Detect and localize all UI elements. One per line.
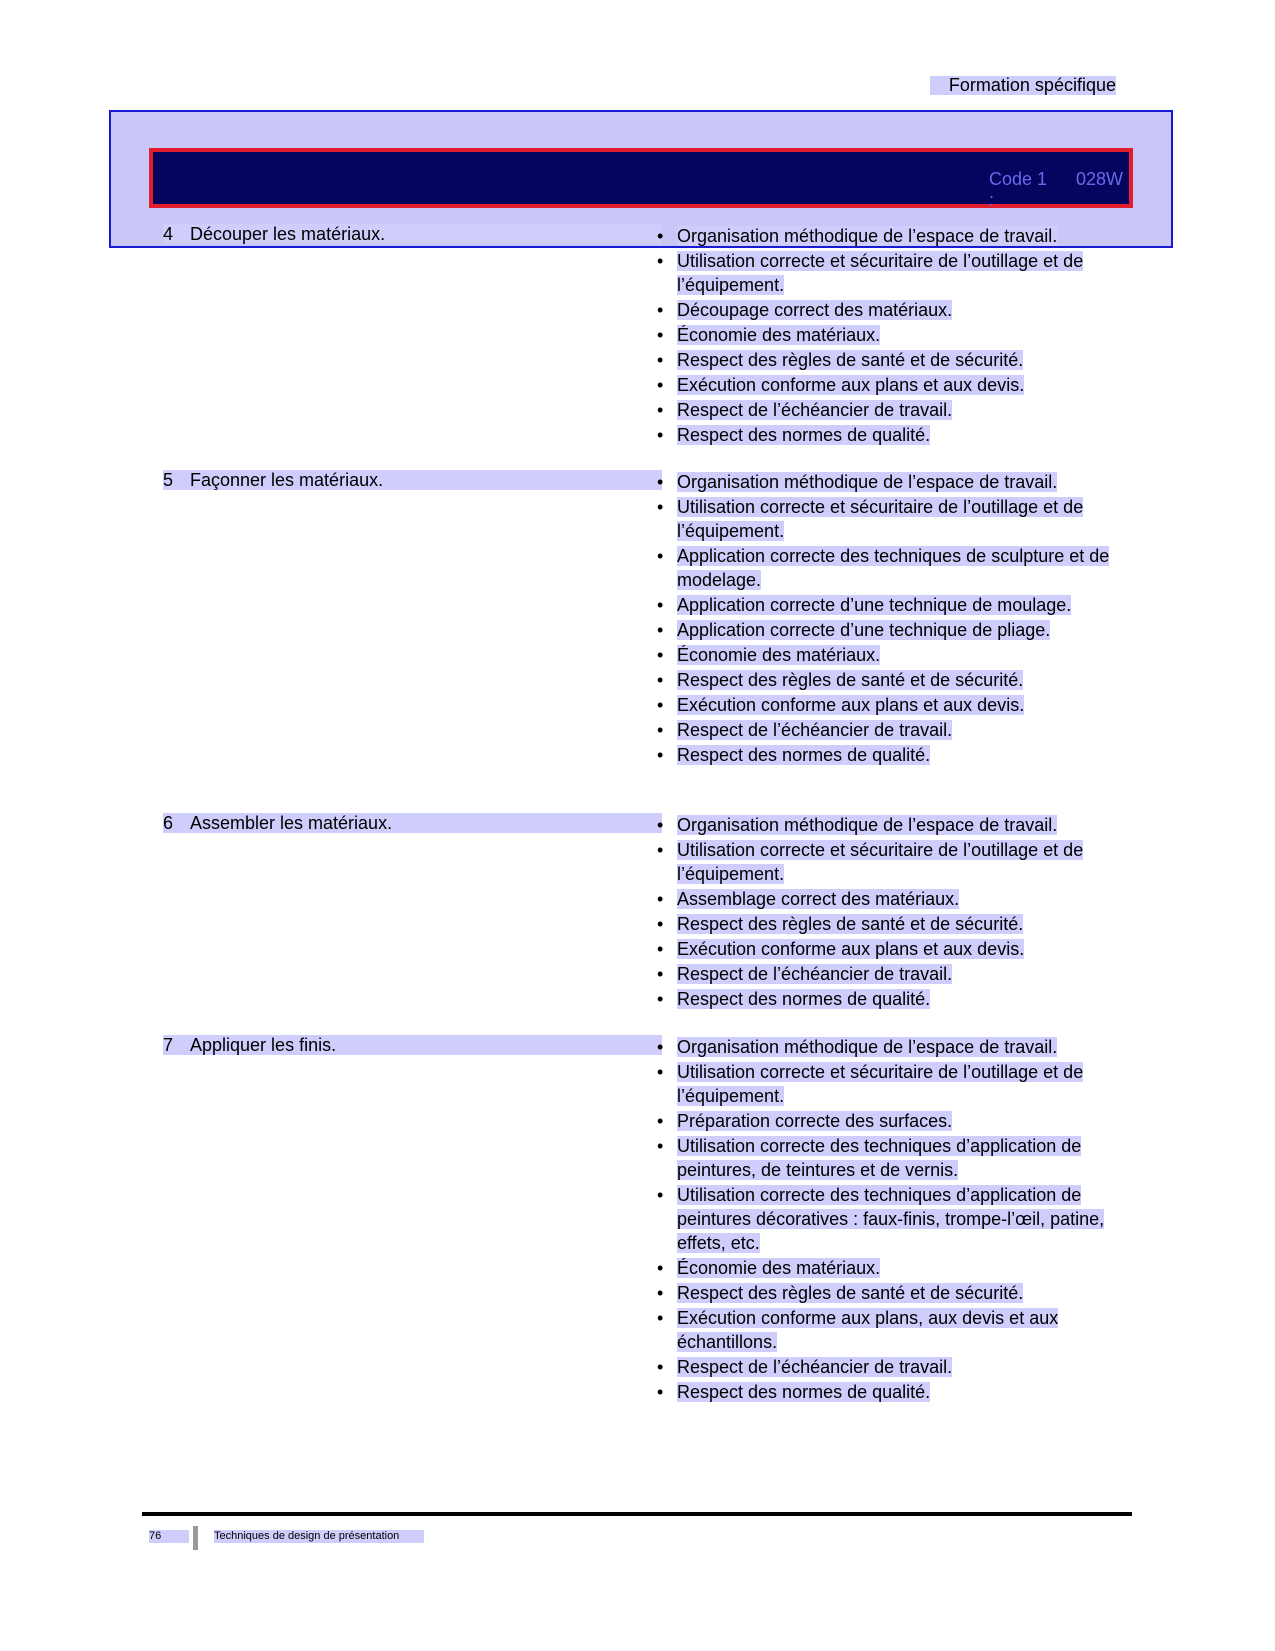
criterion-text: Respect des règles de santé et de sécurité. bbox=[677, 350, 1024, 370]
criterion-text: Économie des matériaux. bbox=[677, 1258, 881, 1278]
criterion-text: Respect des normes de qualité. bbox=[677, 1382, 931, 1402]
section-label: Découper les matériaux. bbox=[190, 224, 386, 244]
criterion-item bbox=[653, 1380, 1123, 1404]
criterion-text: Application correcte d’une technique de moulage. bbox=[677, 595, 1072, 615]
criterion-text: Respect de l’échéancier de travail. bbox=[677, 1357, 953, 1377]
criterion-item bbox=[653, 1183, 1123, 1255]
criterion-text: Assemblage correct des matériaux. bbox=[677, 889, 960, 909]
code-number: 1 bbox=[1037, 169, 1048, 189]
criterion-item bbox=[653, 398, 1123, 422]
criterion-item bbox=[653, 743, 1123, 767]
criterion-item bbox=[653, 1109, 1123, 1133]
footer-rule bbox=[142, 1512, 1132, 1516]
criterion-item bbox=[653, 298, 1123, 322]
criterion-item bbox=[653, 1256, 1123, 1280]
criterion-text: Utilisation correcte et sécuritaire de l’outillage et de l’équipement. bbox=[677, 251, 1084, 295]
criterion-item bbox=[653, 249, 1123, 297]
criterion-item bbox=[653, 1035, 1123, 1059]
criterion-text: Utilisation correcte et sécuritaire de l’outillage et de l’équipement. bbox=[677, 497, 1084, 541]
criterion-text: Respect de l’échéancier de travail. bbox=[677, 400, 953, 420]
criterion-text: Respect de l’échéancier de travail. bbox=[677, 720, 953, 740]
criterion-item bbox=[653, 813, 1123, 837]
footer-separator bbox=[193, 1526, 198, 1550]
criterion-text: Découpage correct des matériaux. bbox=[677, 300, 953, 320]
section-title bbox=[163, 1035, 662, 1055]
criterion-text: Organisation méthodique de l’espace de travail. bbox=[677, 472, 1058, 492]
criterion-text: Respect des règles de santé et de sécurité. bbox=[677, 670, 1024, 690]
criterion-text: Respect de l’échéancier de travail. bbox=[677, 964, 953, 984]
section-title bbox=[163, 813, 662, 833]
criteria-list bbox=[653, 1035, 1123, 1405]
criterion-text: Exécution conforme aux plans et aux devis. bbox=[677, 375, 1025, 395]
criterion-item bbox=[653, 987, 1123, 1011]
criterion-text: Respect des règles de santé et de sécurité. bbox=[677, 914, 1024, 934]
section-label: Façonner les matériaux. bbox=[190, 470, 384, 490]
criterion-text: Organisation méthodique de l’espace de travail. bbox=[677, 1037, 1058, 1057]
criterion-text: Organisation méthodique de l’espace de travail. bbox=[677, 815, 1058, 835]
criterion-item bbox=[653, 668, 1123, 692]
criterion-text: Application correcte d’une technique de pliage. bbox=[677, 620, 1051, 640]
criterion-item bbox=[653, 618, 1123, 642]
criterion-text: Exécution conforme aux plans, aux devis et aux échantillons. bbox=[677, 1308, 1059, 1352]
criterion-item bbox=[653, 1134, 1123, 1182]
section-number: 7 bbox=[163, 1035, 174, 1055]
criterion-item bbox=[653, 323, 1123, 347]
criteria-list bbox=[653, 813, 1123, 1012]
criterion-text: Respect des règles de santé et de sécurité. bbox=[677, 1283, 1024, 1303]
document-title: Techniques de design de présentation bbox=[214, 1530, 424, 1543]
criterion-item bbox=[653, 643, 1123, 667]
criterion-text: Utilisation correcte et sécuritaire de l’outillage et de l’équipement. bbox=[677, 840, 1084, 884]
criterion-text: Exécution conforme aux plans et aux devis. bbox=[677, 939, 1025, 959]
criterion-item bbox=[653, 495, 1123, 543]
code-value: 028W bbox=[1075, 169, 1123, 189]
criterion-item bbox=[653, 962, 1123, 986]
criteria-list bbox=[653, 224, 1123, 448]
criterion-item bbox=[653, 693, 1123, 717]
criterion-text: Respect des normes de qualité. bbox=[677, 745, 931, 765]
criterion-text: Respect des normes de qualité. bbox=[677, 425, 931, 445]
criterion-text: Utilisation correcte et sécuritaire de l’outillage et de l’équipement. bbox=[677, 1062, 1084, 1106]
competency-code bbox=[989, 169, 1123, 211]
criterion-item bbox=[653, 1281, 1123, 1305]
criterion-item bbox=[653, 593, 1123, 617]
running-header: Formation spécifique bbox=[930, 76, 1116, 95]
criterion-item bbox=[653, 1306, 1123, 1354]
criterion-item bbox=[653, 544, 1123, 592]
criterion-item bbox=[653, 937, 1123, 961]
criteria-list bbox=[653, 470, 1123, 768]
section-number: 4 bbox=[163, 224, 174, 244]
criterion-text: Application correcte des techniques de sculpture et de modelage. bbox=[677, 546, 1110, 590]
criterion-item bbox=[653, 1355, 1123, 1379]
title-bar bbox=[149, 148, 1133, 208]
criterion-text: Économie des matériaux. bbox=[677, 645, 881, 665]
section-title bbox=[163, 224, 662, 244]
criterion-item bbox=[653, 373, 1123, 397]
page-number: 76 bbox=[149, 1530, 189, 1543]
criterion-item bbox=[653, 348, 1123, 372]
criterion-item bbox=[653, 887, 1123, 911]
criterion-text: Utilisation correcte des techniques d’application de peintures décoratives : faux-finis, trompe-l’œil, patine, effets, etc. bbox=[677, 1185, 1105, 1253]
criterion-text: Exécution conforme aux plans et aux devis. bbox=[677, 695, 1025, 715]
criterion-text: Organisation méthodique de l’espace de travail. bbox=[677, 226, 1058, 246]
criterion-item bbox=[653, 224, 1123, 248]
criterion-item bbox=[653, 718, 1123, 742]
criterion-item bbox=[653, 1060, 1123, 1108]
section-label: Appliquer les finis. bbox=[190, 1035, 337, 1055]
criterion-text: Économie des matériaux. bbox=[677, 325, 881, 345]
criterion-text: Utilisation correcte des techniques d’application de peintures, de teintures et de vernis. bbox=[677, 1136, 1082, 1180]
section-label: Assembler les matériaux. bbox=[190, 813, 393, 833]
criterion-text: Préparation correcte des surfaces. bbox=[677, 1111, 953, 1131]
section-number: 6 bbox=[163, 813, 174, 833]
criterion-text: Respect des normes de qualité. bbox=[677, 989, 931, 1009]
code-label: Code : bbox=[989, 169, 1033, 210]
section-number: 5 bbox=[163, 470, 174, 490]
section-title bbox=[163, 470, 662, 490]
criterion-item bbox=[653, 423, 1123, 447]
criterion-item bbox=[653, 912, 1123, 936]
criterion-item bbox=[653, 470, 1123, 494]
criterion-item bbox=[653, 838, 1123, 886]
